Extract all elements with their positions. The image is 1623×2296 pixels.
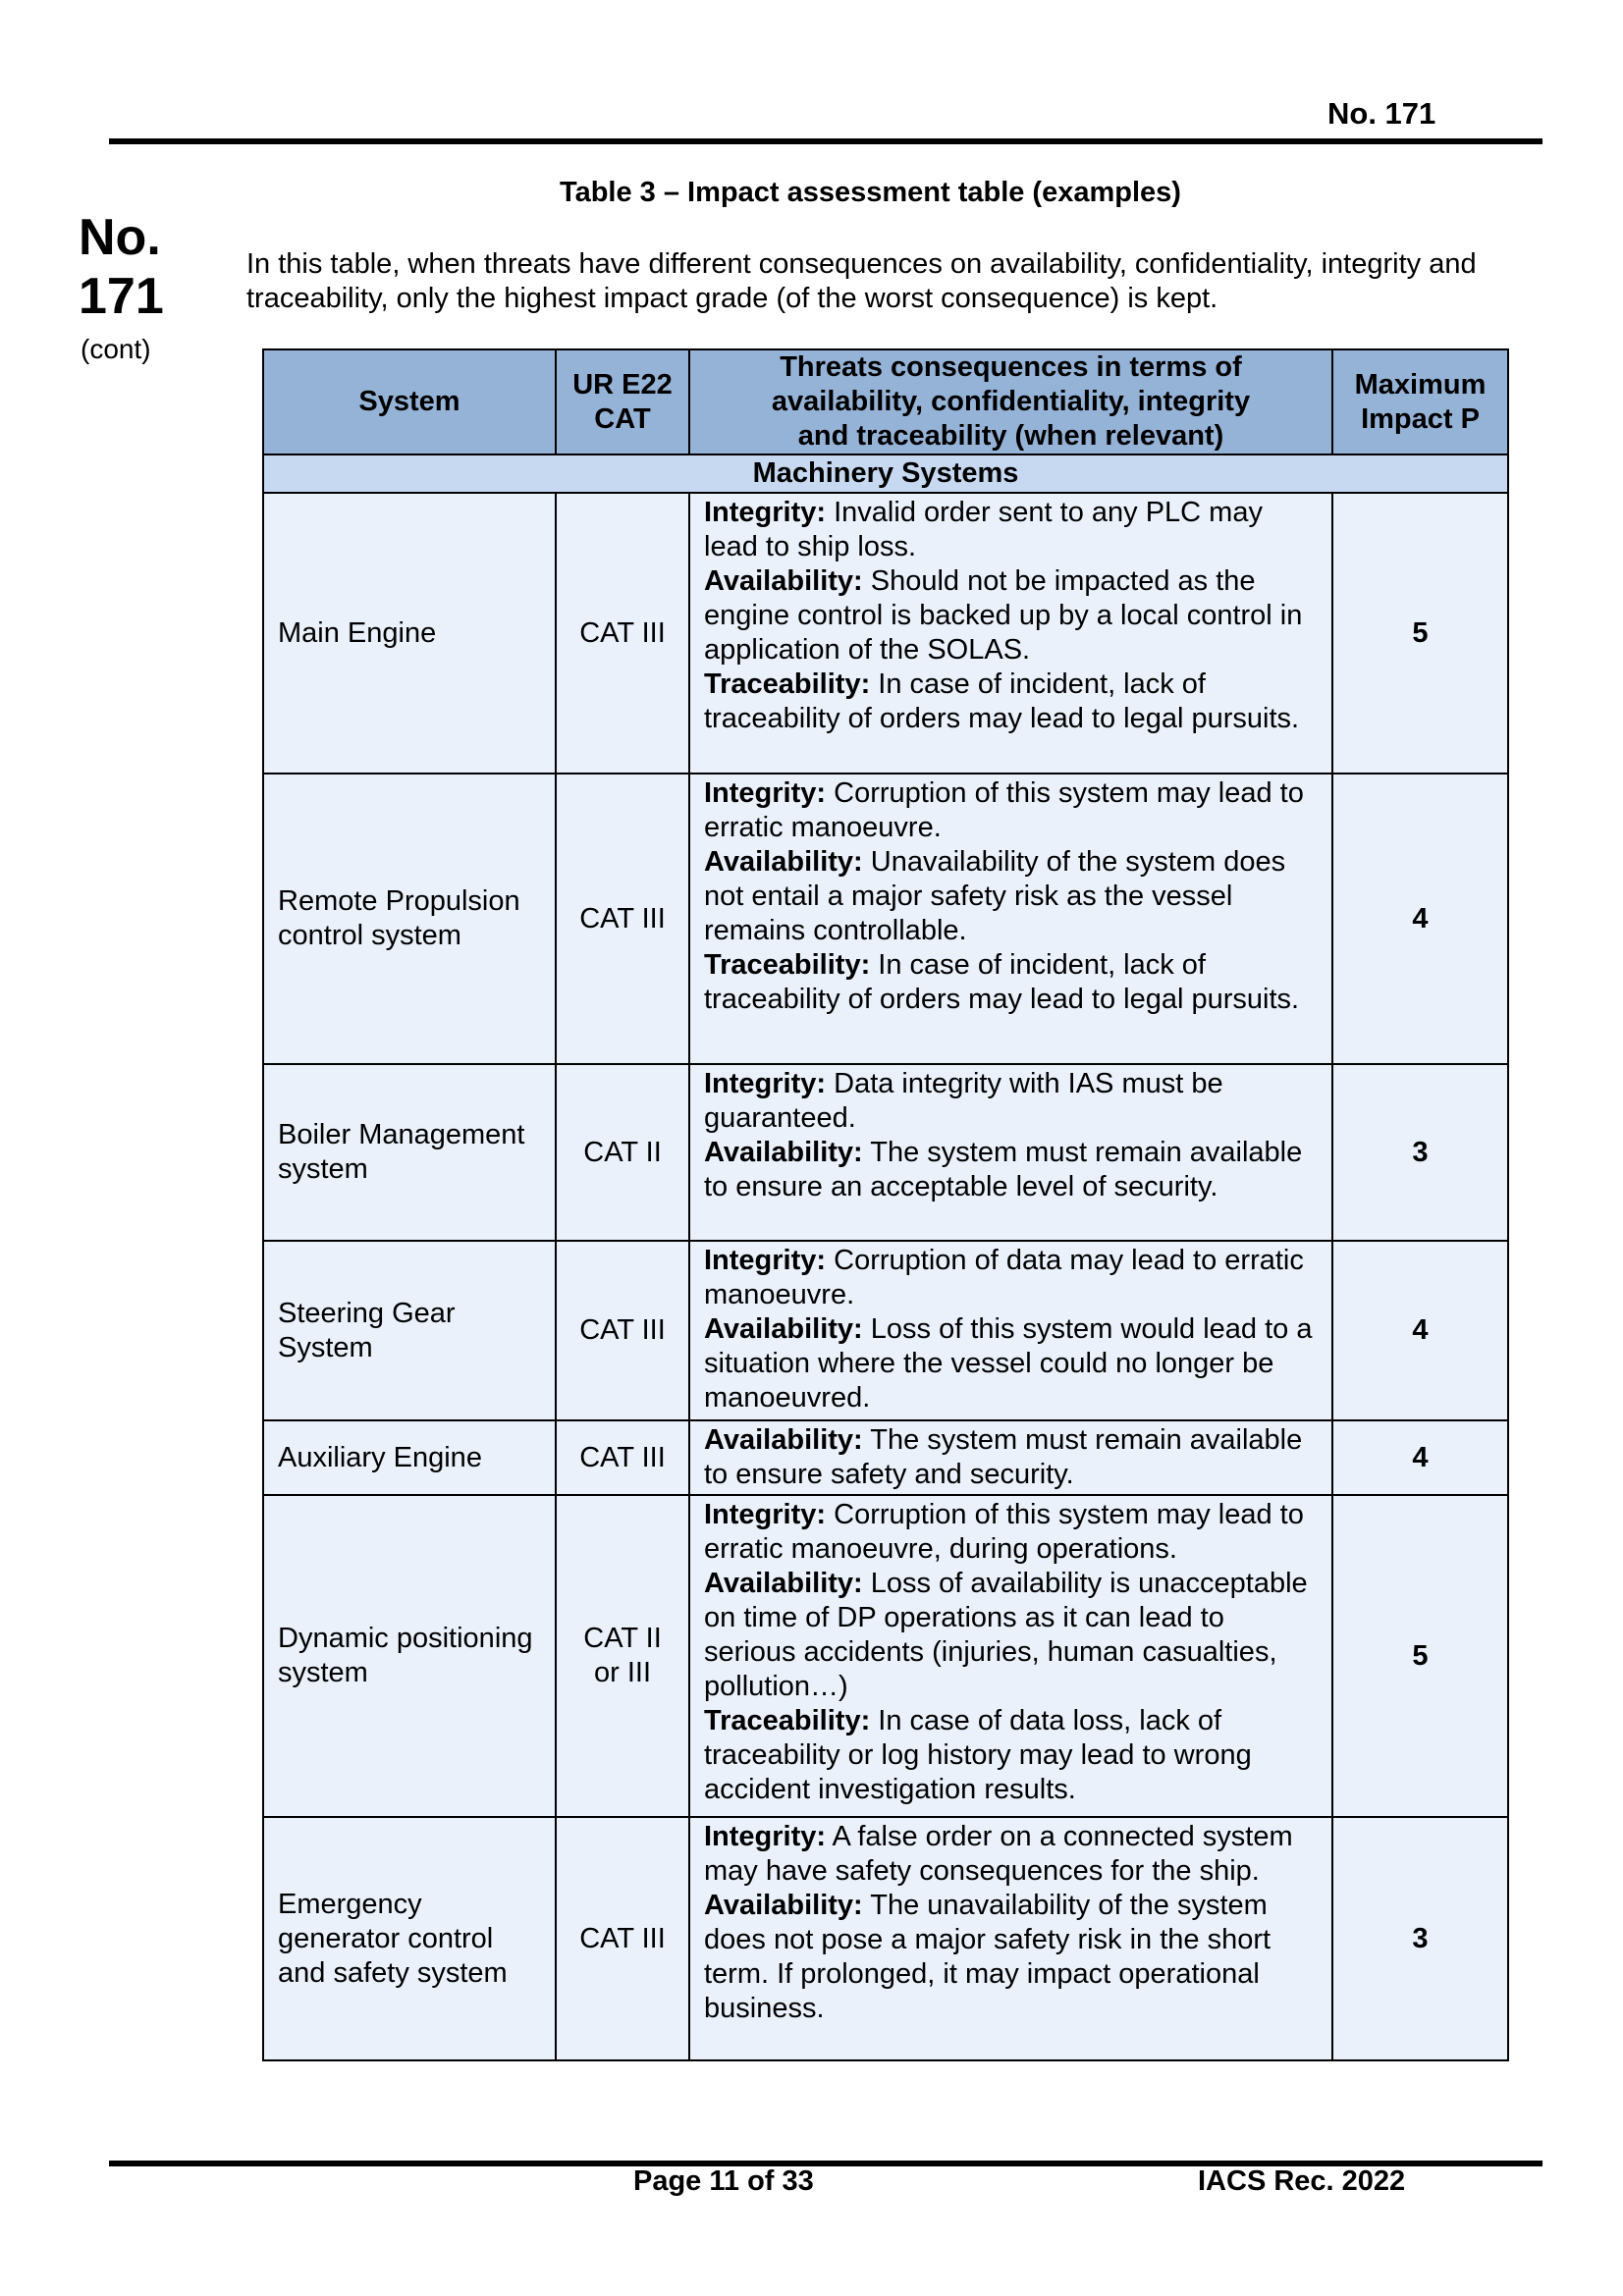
- threat-text: Corruption of this system may lead to erratic manoeuvre.: [704, 777, 1304, 843]
- threat-text: Loss of this system would lead to a situation where the vessel could no longer be manoeuvred.: [704, 1313, 1313, 1414]
- threats-cell: [689, 1420, 1332, 1495]
- threat-item: [704, 1312, 1318, 1415]
- impact-cell: 3: [1332, 1064, 1508, 1241]
- footer-document-id: IACS Rec. 2022: [1198, 2165, 1406, 2197]
- table-row: [263, 1241, 1508, 1420]
- impact-cell: 5: [1332, 1495, 1508, 1817]
- threat-item: [704, 1423, 1318, 1492]
- header-cat: [556, 349, 689, 454]
- cat-cell: CAT II: [556, 1064, 689, 1241]
- cat-cell: CAT III: [556, 1420, 689, 1495]
- header-threats-line3: and traceability (when relevant): [797, 420, 1224, 452]
- header-impact-line1: Maximum: [1354, 368, 1487, 400]
- threat-text: Loss of availability is unacceptable on time of DP operations as it can lead to serious accidents (injuries, human casualties, pollution…): [704, 1568, 1308, 1702]
- cat-cell: CAT II or III: [556, 1495, 689, 1817]
- side-cont-label: (cont): [81, 334, 151, 364]
- table-row: [263, 1064, 1508, 1241]
- threat-item: [704, 496, 1318, 564]
- footer-page-number: Page 11 of 33: [633, 2165, 814, 2197]
- side-no-value: 171: [79, 268, 164, 325]
- impact-cell: 5: [1332, 493, 1508, 774]
- system-cell: Steering Gear System: [263, 1241, 556, 1420]
- cat-cell: CAT III: [556, 493, 689, 774]
- threat-label: Integrity:: [704, 1245, 827, 1276]
- header-rule: [109, 138, 1542, 144]
- threat-text: Corruption of data may lead to erratic manoeuvre.: [704, 1245, 1304, 1310]
- threat-item: [704, 1704, 1318, 1807]
- threats-cell: [689, 1817, 1332, 2060]
- threat-item: [704, 667, 1318, 736]
- header-cat-line2: CAT: [594, 402, 651, 435]
- impact-cell: 3: [1332, 1817, 1508, 2060]
- threat-label: Traceability:: [704, 1705, 871, 1736]
- header-cat-line1: UR E22: [572, 368, 673, 400]
- system-cell: Remote Propulsion control system: [263, 774, 556, 1064]
- threats-cell: [689, 1495, 1332, 1817]
- threat-text: In case of incident, lack of traceability of orders may lead to legal pursuits.: [704, 949, 1300, 1015]
- threat-text: Should not be impacted as the engine control is backed up by a local control in application of the SOLAS.: [704, 565, 1303, 666]
- impact-assessment-table: [262, 348, 1509, 2061]
- threat-label: Availability:: [704, 565, 863, 597]
- header-threats-line1: Threats consequences in terms of: [780, 351, 1242, 383]
- header-document-number: No. 171: [1327, 96, 1436, 131]
- threat-item: [704, 1889, 1318, 2026]
- threat-item: [704, 948, 1318, 1017]
- threat-text: Corruption of this system may lead to erratic manoeuvre, during operations.: [704, 1499, 1304, 1565]
- system-cell: Main Engine: [263, 493, 556, 774]
- table-row: [263, 1420, 1508, 1495]
- threat-label: Availability:: [704, 1568, 863, 1599]
- threat-text: In case of incident, lack of traceability of orders may lead to legal pursuits.: [704, 668, 1300, 734]
- table-row: [263, 493, 1508, 774]
- threat-item: [704, 1498, 1318, 1567]
- threat-item: [704, 1136, 1318, 1204]
- threat-label: Integrity:: [704, 1499, 827, 1530]
- threat-label: Availability:: [704, 846, 863, 878]
- threat-label: Integrity:: [704, 497, 827, 528]
- table-header-row: [263, 349, 1508, 454]
- impact-cell: 4: [1332, 1420, 1508, 1495]
- intro-paragraph: In this table, when threats have different consequences on availability, confidentiality, integrity and traceability, only the highest impact grade (of the worst consequence) is kept.: [246, 248, 1477, 314]
- system-cell: Boiler Management system: [263, 1064, 556, 1241]
- header-system: System: [263, 349, 556, 454]
- system-cell: Dynamic positioning system: [263, 1495, 556, 1817]
- table-row: [263, 1817, 1508, 2060]
- threat-item: [704, 1820, 1318, 1889]
- impact-cell: 4: [1332, 1241, 1508, 1420]
- threat-text: Unavailability of the system does not entail a major safety risk as the vessel remains controllable.: [704, 846, 1286, 946]
- threat-item: [704, 776, 1318, 845]
- table-row: [263, 774, 1508, 1064]
- threat-item: [704, 845, 1318, 948]
- section-machinery-systems: Machinery Systems: [263, 454, 1508, 493]
- threat-label: Integrity:: [704, 1068, 827, 1099]
- header-threats: [689, 349, 1332, 454]
- threat-label: Availability:: [704, 1137, 863, 1168]
- threat-text: A false order on a connected system may have safety consequences for the ship.: [704, 1821, 1293, 1887]
- header-threats-line2: availability, confidentiality, integrity: [771, 386, 1251, 417]
- threat-text: In case of data loss, lack of traceability or log history may lead to wrong accident investigation results.: [704, 1705, 1252, 1805]
- threat-label: Integrity:: [704, 777, 827, 809]
- threat-label: Availability:: [704, 1890, 863, 1921]
- threat-item: [704, 564, 1318, 667]
- threat-text: The system must remain available to ensure safety and security.: [704, 1424, 1303, 1490]
- threat-text: The system must remain available to ensure an acceptable level of security.: [704, 1137, 1303, 1202]
- table-caption: Table 3 – Impact assessment table (examples): [560, 177, 1181, 208]
- threat-label: Availability:: [704, 1424, 863, 1456]
- threats-cell: [689, 493, 1332, 774]
- threat-text: Invalid order sent to any PLC may lead to ship loss.: [704, 497, 1263, 562]
- system-cell: Emergency generator control and safety system: [263, 1817, 556, 2060]
- impact-cell: 4: [1332, 774, 1508, 1064]
- section-row: [263, 454, 1508, 493]
- cat-cell: CAT III: [556, 774, 689, 1064]
- threat-item: [704, 1567, 1318, 1704]
- threat-item: [704, 1067, 1318, 1136]
- threat-item: [704, 1244, 1318, 1312]
- table-row: [263, 1495, 1508, 1817]
- threats-cell: [689, 1064, 1332, 1241]
- cat-cell: CAT III: [556, 1817, 689, 2060]
- threat-label: Traceability:: [704, 949, 871, 981]
- side-no-label: No.: [79, 209, 161, 266]
- side-document-number: [79, 208, 164, 326]
- header-impact-line2: Impact P: [1361, 402, 1480, 435]
- threat-text: The unavailability of the system does not pose a major safety risk in the short term. If prolonged, it may impact operational business.: [704, 1890, 1271, 2024]
- threats-cell: [689, 774, 1332, 1064]
- threat-label: Traceability:: [704, 668, 871, 700]
- threat-text: Data integrity with IAS must be guaranteed.: [704, 1068, 1223, 1134]
- system-cell: Auxiliary Engine: [263, 1420, 556, 1495]
- threat-label: Integrity:: [704, 1821, 827, 1852]
- header-impact: [1332, 349, 1508, 454]
- threats-cell: [689, 1241, 1332, 1420]
- cat-cell: CAT III: [556, 1241, 689, 1420]
- threat-label: Availability:: [704, 1313, 863, 1345]
